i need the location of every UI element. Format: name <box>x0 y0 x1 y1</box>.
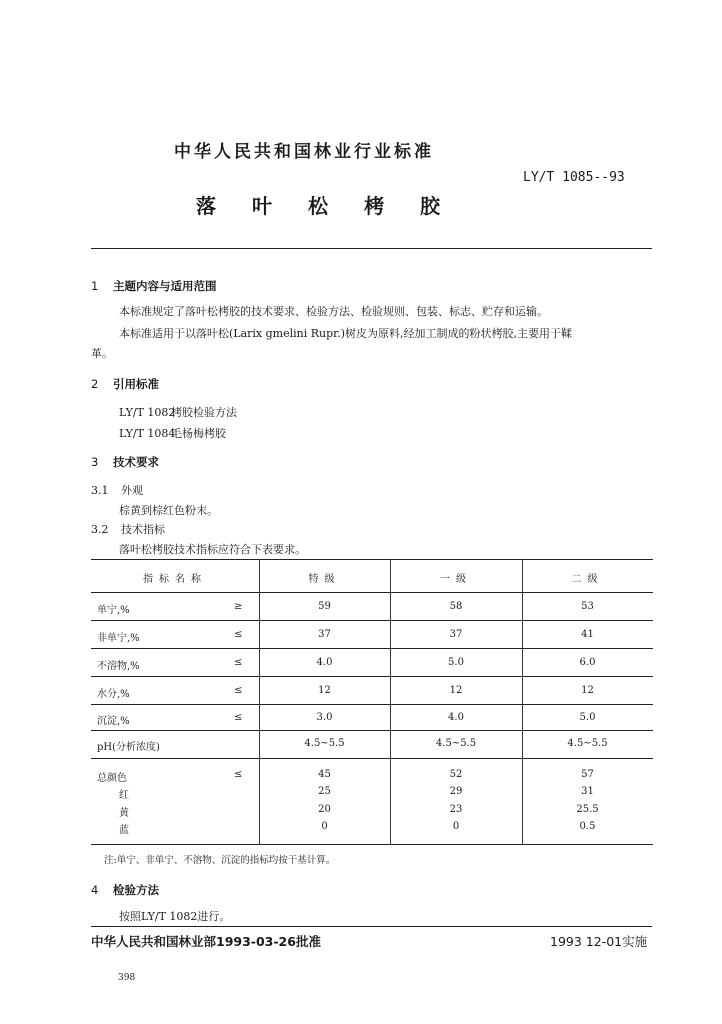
row-indicator-name: 水分,% <box>97 689 130 700</box>
row-value-grade-2: 12 <box>581 685 594 696</box>
row-value-grade-2: 31 <box>581 786 594 797</box>
row-comparison-symbol: ≤ <box>234 712 243 723</box>
row-value-grade-2: 5.0 <box>579 712 596 723</box>
row-comparison-symbol: ≥ <box>234 601 243 612</box>
row-value-grade-2: 0.5 <box>579 821 596 832</box>
row-value-special: 4.0 <box>316 657 333 668</box>
subsection-3-2-heading <box>91 521 165 537</box>
section-2-heading <box>91 376 159 392</box>
subsection-title: 技术指标 <box>121 523 165 536</box>
table-row-rule <box>91 704 653 705</box>
approval-line: 中华人民共和国林业部1993-03-26批准 <box>91 934 321 949</box>
table-row-rule <box>91 648 653 649</box>
table-header-grade-1: 一级 <box>440 574 472 585</box>
row-value-grade-1: 58 <box>449 601 463 612</box>
header-rule <box>91 248 652 249</box>
subsection-number: 3.1 <box>91 484 109 497</box>
row-value-grade-2: 41 <box>581 629 594 640</box>
table-row-rule <box>91 758 653 759</box>
row-value-grade-1: 4.5~5.5 <box>435 738 477 749</box>
appearance-text: 棕黄到棕红色粉末。 <box>119 504 218 517</box>
row-value-grade-2: 25.5 <box>576 804 599 815</box>
section-number: 3 <box>91 455 99 469</box>
row-value-grade-1: 37 <box>449 629 463 640</box>
section-3-heading <box>91 454 159 470</box>
row-value-grade-2: 6.0 <box>579 657 596 668</box>
reference-code: LY/T 1082 <box>119 406 176 419</box>
color-sub-red: 红 <box>119 790 129 801</box>
row-value-special: 20 <box>318 804 331 815</box>
row-comparison-symbol: ≤ <box>234 685 243 696</box>
section-number: 2 <box>91 377 99 391</box>
table-top-rule <box>91 559 653 560</box>
table-header-grade-special: 特级 <box>308 574 341 585</box>
table-header-rule <box>91 592 653 593</box>
section-number: 1 <box>91 279 99 293</box>
section-1-paragraph-1: 本标准规定了落叶松栲胶的技术要求、检验方法、检验规则、包装、标志、贮存和运输。 <box>119 305 548 318</box>
section-title: 引用标准 <box>113 377 159 391</box>
spec-table <box>91 559 653 845</box>
table-row-rule <box>91 730 653 731</box>
row-value-special: 45 <box>318 769 331 780</box>
section-number: 4 <box>91 883 99 897</box>
subsection-title: 外观 <box>121 484 143 497</box>
spec-intro-text: 落叶松栲胶技术指标应符合下表要求。 <box>119 543 306 556</box>
row-value-special: 12 <box>318 685 331 696</box>
row-comparison-symbol: ≤ <box>234 769 243 780</box>
row-value-grade-1: 4.0 <box>448 712 464 723</box>
reference-name: 栲胶检验方法 <box>171 406 237 419</box>
section-title: 检验方法 <box>113 883 159 897</box>
row-value-special: 59 <box>318 601 331 612</box>
page-number: 398 <box>118 973 136 983</box>
color-sub-yellow: 黄 <box>119 808 129 819</box>
org-title: 中华人民共和国林业行业标准 <box>174 142 434 162</box>
row-indicator-name: 不溶物,% <box>97 661 140 672</box>
row-indicator-name: 沉淀,% <box>97 716 130 727</box>
row-value-special: 37 <box>318 629 331 640</box>
row-value-special: 0 <box>321 821 328 832</box>
row-value-grade-1: 5.0 <box>448 657 464 668</box>
row-indicator-name: 非单宁,% <box>97 633 140 644</box>
row-value-grade-1: 52 <box>449 769 463 780</box>
document-title: 落叶松栲胶 <box>196 194 476 218</box>
reference-name: 毛杨梅栲胶 <box>171 427 226 440</box>
section-1-heading <box>91 278 217 294</box>
footer-rule <box>91 926 652 927</box>
section-4-heading <box>91 882 159 898</box>
table-bottom-rule <box>91 844 653 845</box>
row-value-grade-1: 12 <box>449 685 463 696</box>
reference-item <box>119 404 237 420</box>
table-header-grade-2: 二级 <box>571 574 604 585</box>
row-value-grade-2: 53 <box>581 601 594 612</box>
table-row-rule <box>91 620 653 621</box>
section-4-text: 按照LY/T 1082进行。 <box>119 910 231 923</box>
row-indicator-name: 总颜色 <box>97 773 127 784</box>
row-indicator-name: pH(分析浓度) <box>97 742 160 753</box>
row-indicator-name: 单宁,% <box>97 605 130 616</box>
row-value-grade-2: 57 <box>581 769 594 780</box>
row-value-special: 3.0 <box>316 712 333 723</box>
row-value-grade-1: 0 <box>452 821 460 832</box>
section-1-paragraph-2-cont: 革。 <box>91 347 113 360</box>
reference-code: LY/T 1084 <box>119 427 176 440</box>
section-title: 技术要求 <box>113 455 159 469</box>
subsection-3-1-heading <box>91 482 143 498</box>
row-value-grade-2: 4.5~5.5 <box>567 738 608 749</box>
section-1-paragraph-2: 本标准适用于以落叶松(Larix gmelini Rupr.)树皮为原料,经加工制成的粉状栲胶,主要用于鞣 <box>119 327 572 340</box>
row-comparison-symbol: ≤ <box>234 657 243 668</box>
reference-item <box>119 425 226 441</box>
row-comparison-symbol: ≤ <box>234 629 243 640</box>
section-title: 主题内容与适用范围 <box>113 279 217 293</box>
table-note: 注:单宁、非单宁、不溶物、沉淀的指标均按干基计算。 <box>104 855 336 866</box>
implementation-date: 1993 12-01实施 <box>550 934 648 949</box>
subsection-number: 3.2 <box>91 523 109 536</box>
row-value-grade-1: 23 <box>449 804 463 815</box>
table-header-indicator: 指标名称 <box>143 574 207 585</box>
table-row-rule <box>91 676 653 677</box>
row-value-special: 25 <box>318 786 331 797</box>
row-value-special: 4.5~5.5 <box>304 738 345 749</box>
row-value-grade-1: 29 <box>449 786 463 797</box>
standard-code: LY/T 1085--93 <box>523 170 625 185</box>
color-sub-blue: 蓝 <box>119 825 129 836</box>
